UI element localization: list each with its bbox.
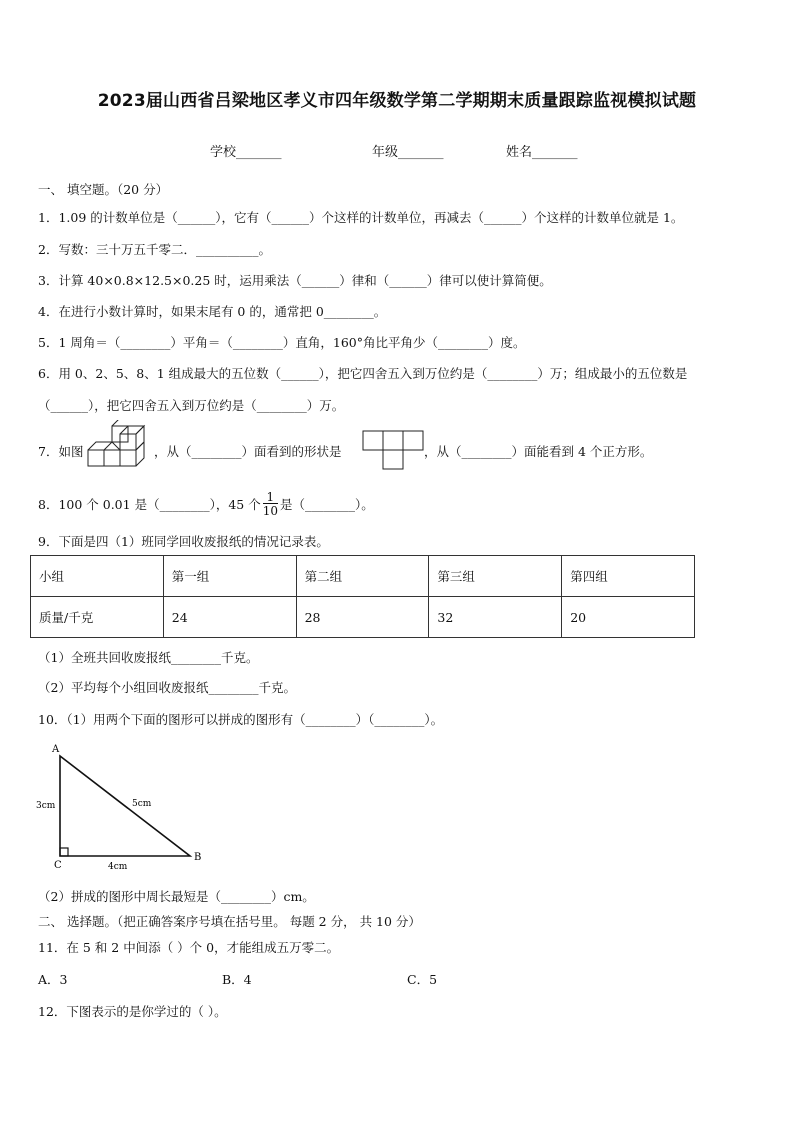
question-7-middle: ，从（________）面看到的形状是 bbox=[154, 444, 342, 459]
name-field: 姓名_______ bbox=[506, 145, 578, 160]
side-ab-length: 5cm bbox=[132, 799, 152, 809]
vertex-b-label: B bbox=[194, 852, 202, 863]
question-7-end: ，从（________）面能看到 4 个正方形。 bbox=[424, 444, 653, 459]
side-cb-length: 4cm bbox=[108, 862, 128, 872]
question-3: 3．计算 40×0.8×12.5×0.25 时，运用乘法（______）律和（______）律可以使计算简便。 bbox=[38, 273, 552, 288]
option-a: A．3 bbox=[38, 972, 68, 987]
question-2: 2．写数：三十万五千零二．__________。 bbox=[38, 242, 271, 257]
table-header-cell: 小组 bbox=[31, 556, 164, 597]
question-10: 10．（1）用两个下面的图形可以拼成的图形有（________）（________）。 bbox=[38, 712, 444, 727]
side-ac-length: 3cm bbox=[36, 801, 56, 811]
right-triangle-figure bbox=[30, 740, 220, 872]
question-12: 12．下图表示的是你学过的（ ）。 bbox=[38, 1004, 227, 1019]
record-table bbox=[30, 555, 695, 638]
cube-stack-figure bbox=[86, 420, 154, 472]
question-11: 11．在 5 和 2 中间添（ ）个 0，才能组成五万零二。 bbox=[38, 940, 340, 955]
fraction bbox=[263, 491, 278, 517]
question-9-part-2: （2）平均每个小组回收废报纸________千克。 bbox=[38, 680, 296, 695]
table-cell: 20 bbox=[562, 597, 695, 638]
question-6: 6．用 0、2、5、8、1 组成最大的五位数（______），把它四舍五入到万位约是（________）万；组成最小的五位数是 bbox=[38, 366, 688, 381]
question-6-cont: （______），把它四舍五入到万位约是（________）万。 bbox=[38, 398, 345, 413]
table-cell: 24 bbox=[163, 597, 296, 638]
question-8-end: 是（________）。 bbox=[279, 497, 374, 512]
question-9: 9．下面是四（1）班同学回收废报纸的情况记录表。 bbox=[38, 534, 329, 549]
grade-field: 年级_______ bbox=[372, 145, 444, 160]
question-7-start: 7．如图 bbox=[38, 444, 84, 459]
front-view-figure bbox=[362, 430, 424, 470]
table-header-cell: 第四组 bbox=[562, 556, 695, 597]
option-c: C．5 bbox=[407, 972, 438, 987]
page-title: 2023届山西省吕梁地区孝义市四年级数学第二学期期末质量跟踪监视模拟试题 bbox=[97, 91, 697, 111]
question-8-start: 8．100 个 0.01 是（________），45 个 bbox=[38, 497, 261, 512]
question-9-part-1: （1）全班共回收废报纸________千克。 bbox=[38, 650, 259, 665]
table-cell: 28 bbox=[296, 597, 429, 638]
vertex-a-label: A bbox=[52, 744, 60, 755]
fraction-numerator: 1 bbox=[263, 491, 278, 504]
table-row bbox=[31, 597, 695, 638]
question-10-part-2: （2）拼成的图形中周长最短是（________）cm。 bbox=[38, 889, 315, 904]
question-8 bbox=[38, 484, 374, 524]
question-5: 5．1 周角＝（________）平角＝（________）直角，160°角比平角少（________）度。 bbox=[38, 335, 526, 350]
table-header-cell: 第一组 bbox=[163, 556, 296, 597]
table-cell: 32 bbox=[429, 597, 562, 638]
option-b: B．4 bbox=[222, 972, 252, 987]
question-1: 1．1.09 的计数单位是（______），它有（______）个这样的计数单位，再减去（______）个这样的计数单位就是 1。 bbox=[38, 210, 684, 225]
table-header-row bbox=[31, 556, 695, 597]
table-header-cell: 第二组 bbox=[296, 556, 429, 597]
table-header-cell: 第三组 bbox=[429, 556, 562, 597]
fraction-denominator: 10 bbox=[262, 504, 278, 518]
question-4: 4．在进行小数计算时，如果末尾有 0 的，通常把 0________。 bbox=[38, 304, 387, 319]
vertex-c-label: C bbox=[54, 860, 62, 871]
section-fill-in: 一、 填空题。（20 分） bbox=[38, 182, 169, 197]
section-multiple-choice: 二、 选择题。（把正确答案序号填在括号里。 每题 2 分， 共 10 分） bbox=[38, 914, 421, 929]
school-field: 学校_______ bbox=[210, 145, 282, 160]
table-cell: 质量/千克 bbox=[31, 597, 164, 638]
